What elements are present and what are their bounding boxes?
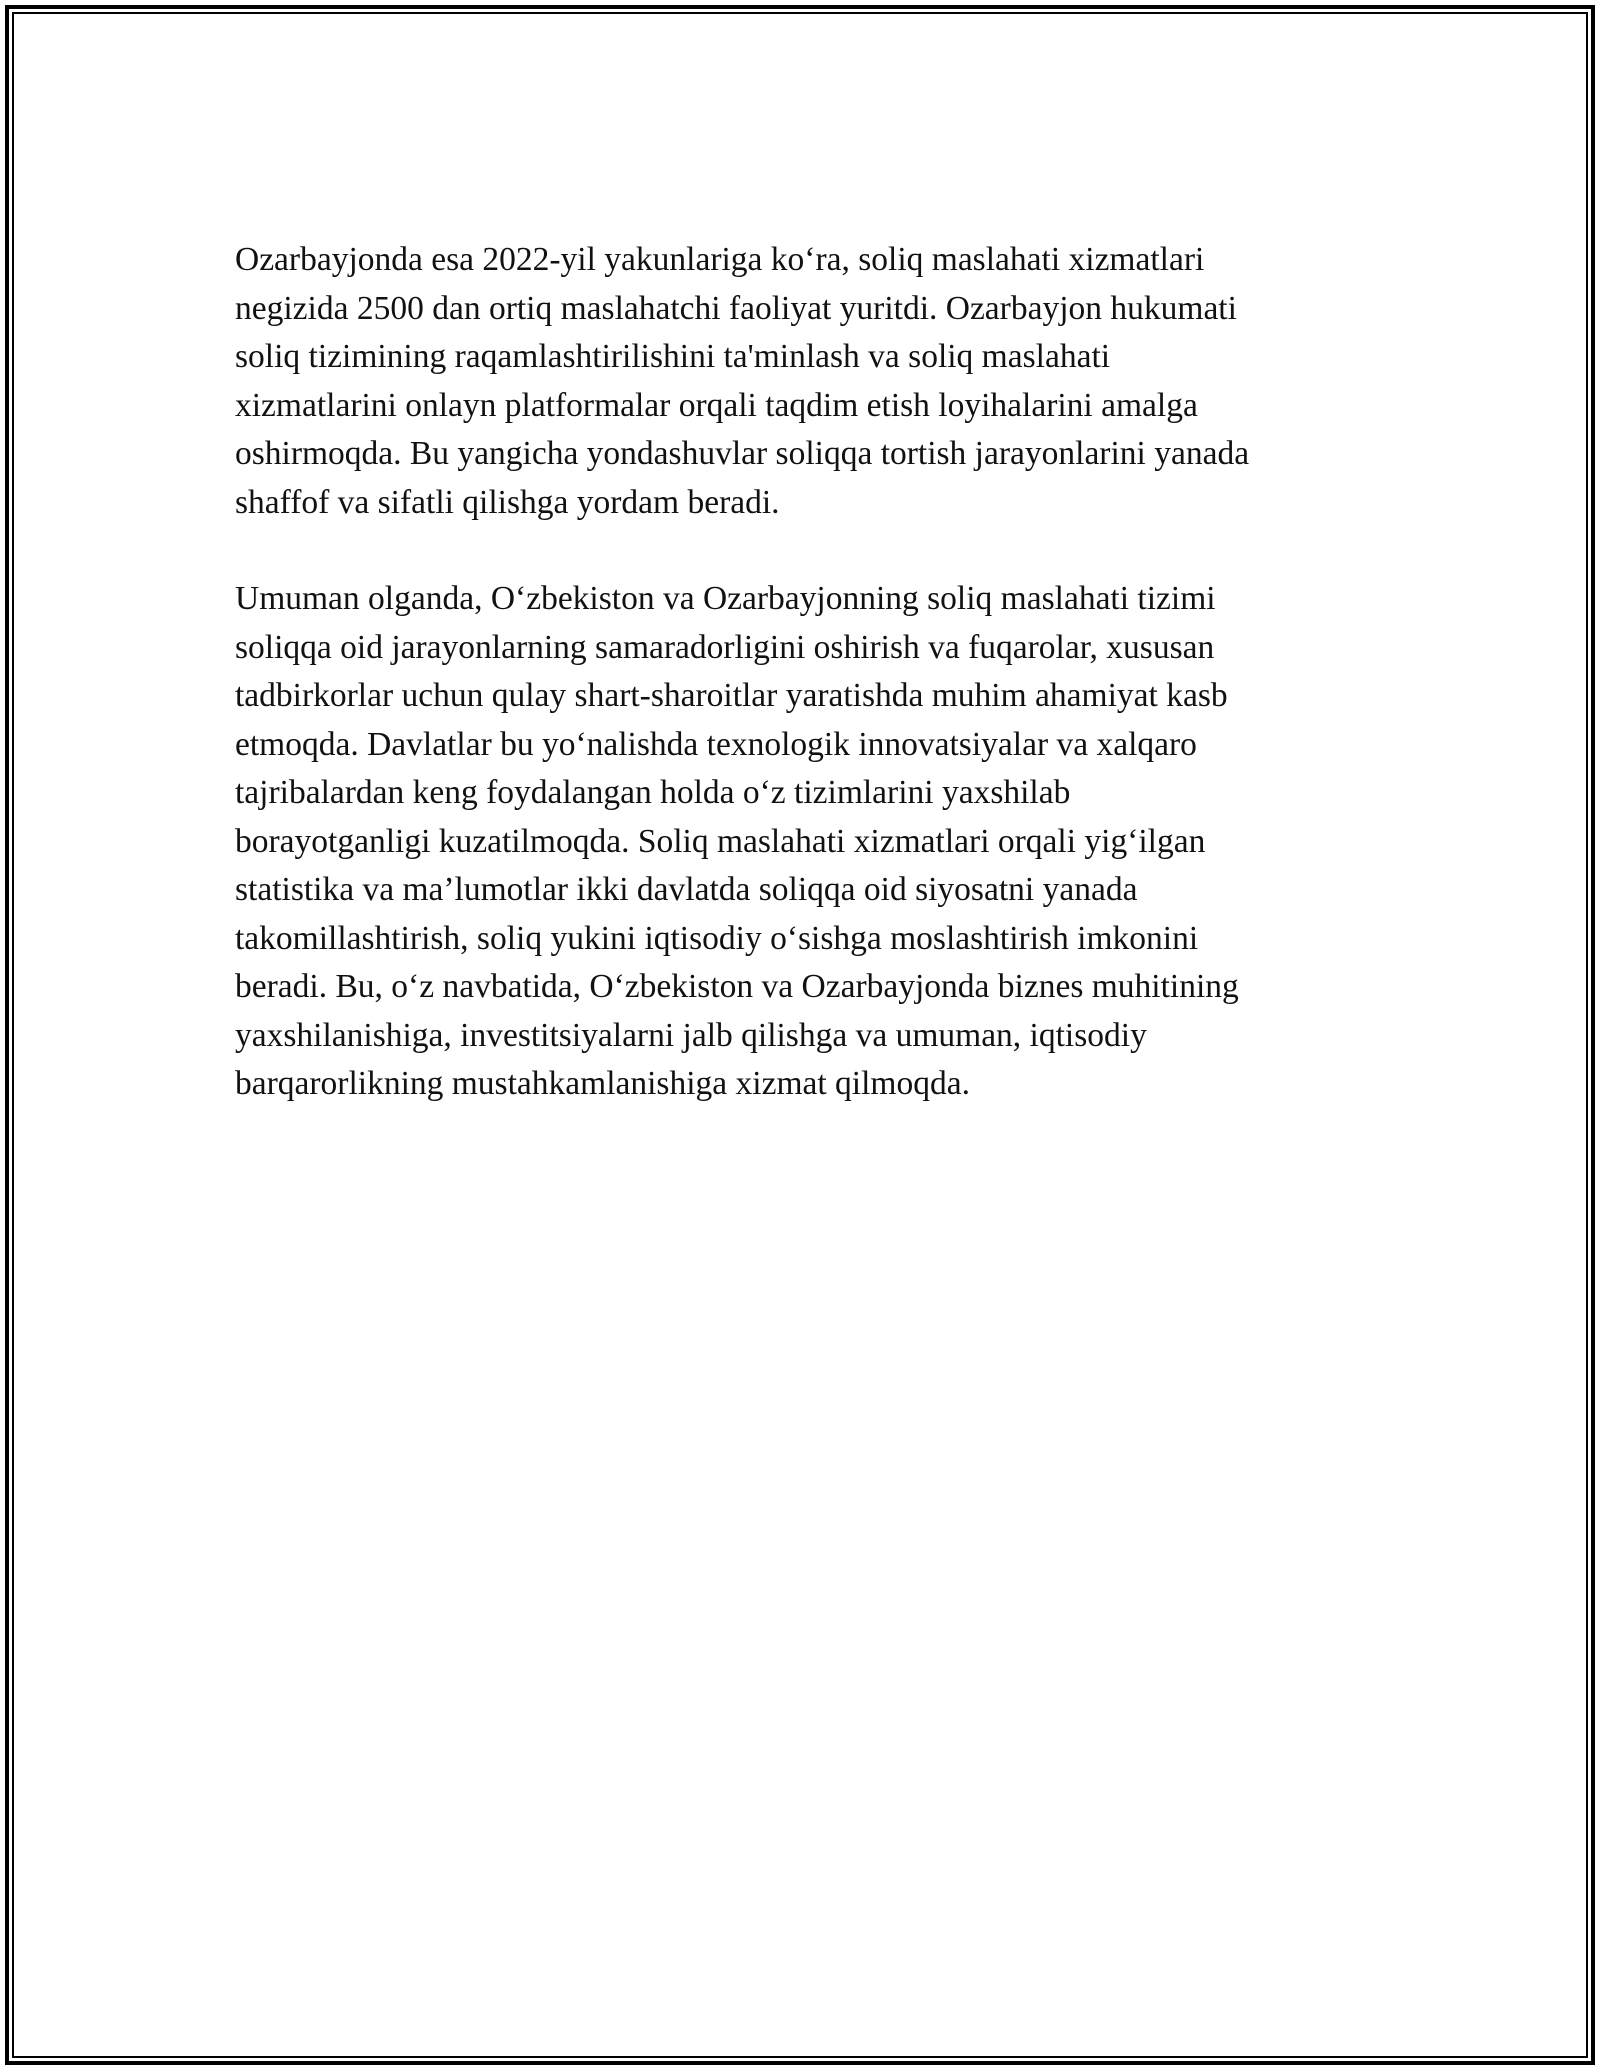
- document-body: [235, 236, 1365, 1157]
- paragraph-line: etmoqda. Davlatlar bu yo‘nalishda texnologik innovatsiyalar va xalqaro: [235, 725, 1197, 763]
- paragraph-2: [235, 575, 1365, 1109]
- paragraph-line: negizida 2500 dan ortiq maslahatchi faoliyat yuritdi. Ozarbayjon hukumati: [235, 289, 1237, 327]
- paragraph-line: Ozarbayjonda esa 2022-yil yakunlariga ko‘ra, soliq maslahati xizmatlari: [235, 241, 1205, 278]
- paragraph-line: beradi. Bu, o‘z navbatida, O‘zbekiston va Ozarbayjonda biznes muhitining: [235, 968, 1239, 1005]
- paragraph-line: tajribalardan keng foydalangan holda o‘z tizimlarini yaxshilab: [235, 774, 1071, 811]
- paragraph-line: Umuman olganda, O‘zbekiston va Ozarbayjonning soliq maslahati tizimi: [235, 580, 1216, 617]
- paragraph-line: soliqqa oid jarayonlarning samaradorligini oshirish va fuqarolar, xususan: [235, 628, 1215, 666]
- paragraph-line: takomillashtirish, soliq yukini iqtisodiy o‘sishga moslashtirish imkonini: [235, 919, 1199, 957]
- paragraph-line: shaffof va sifatli qilishga yordam beradi.: [235, 483, 780, 521]
- paragraph-line: tadbirkorlar uchun qulay shart-sharoitlar yaratishda muhim ahamiyat kasb: [235, 677, 1228, 714]
- paragraph-line: statistika va ma’lumotlar ikki davlatda soliqqa oid siyosatni yanada: [235, 871, 1138, 908]
- paragraph-line: soliq tizimining raqamlashtirilishini ta'minlash va soliq maslahati: [235, 338, 1111, 375]
- paragraph-line: oshirmoqda. Bu yangicha yondashuvlar soliqqa tortish jarayonlarini yanada: [235, 435, 1250, 472]
- paragraph-line: xizmatlarini onlayn platformalar orqali taqdim etish loyihalarini amalga: [235, 386, 1198, 424]
- paragraph-line: yaxshilanishiga, investitsiyalarni jalb qilishga va umuman, iqtisodiy: [235, 1016, 1147, 1054]
- paragraph-line: borayotganligi kuzatilmoqda. Soliq maslahati xizmatlari orqali yig‘ilgan: [235, 822, 1206, 860]
- paragraph-line: barqarorlikning mustahkamlanishiga xizmat qilmoqda.: [235, 1065, 970, 1102]
- paragraph-1: [235, 236, 1365, 527]
